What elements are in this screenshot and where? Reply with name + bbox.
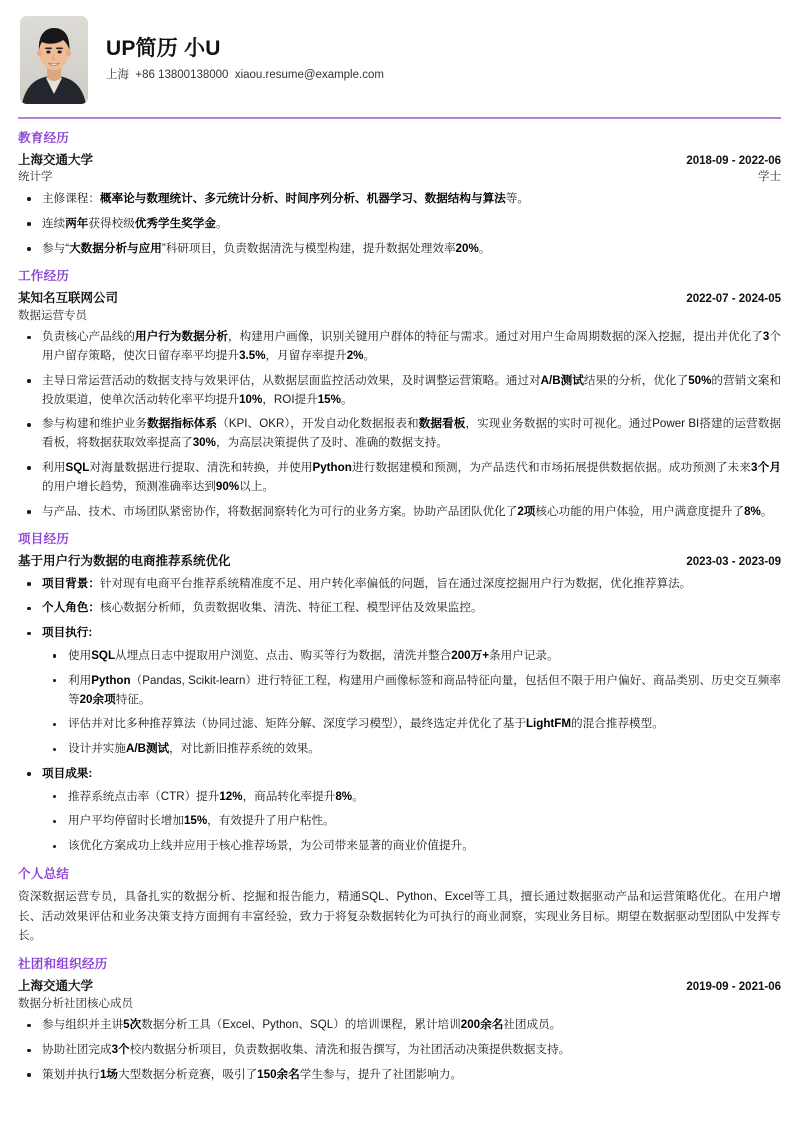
contact-line: 上海 +86 13800138000 xiaou.resume@example.com xyxy=(106,69,384,82)
section-title-education: 教育经历 xyxy=(18,131,70,145)
list-item: 利用SQL对海量数据进行提取、清洗和转换，并使用Python进行数据建模和预测，为产品迭代和市场拓展提供数据依据。成功预测了未来3个月的用户增长趋势，预测准确率达到90%以上。 xyxy=(18,459,781,497)
section-summary xyxy=(18,867,781,946)
section-title-work: 工作经历 xyxy=(18,269,70,284)
section-club xyxy=(18,957,781,1084)
list-item: 连续两年获得校级优秀学生奖学金。 xyxy=(18,215,781,234)
work-role: 数据运营专员 xyxy=(18,309,87,322)
education-org: 上海交通大学 xyxy=(18,152,94,167)
list-item: 主导日常运营活动的数据支持与效果评估，从数据层面监控活动效果，及时调整运营策略。通过对A/B测试结果的分析，优化了50%的营销文案和投放渠道，使单次活动转化率平均提升10%，ROI提升15%。 xyxy=(18,372,781,410)
section-title-project: 项目经历 xyxy=(18,532,70,547)
project-exec-label: 项目执行: 使用SQL从埋点日志中提取用户浏览、点击、购买等行为数据，清洗并整合200万+条用户记录。 利用Python（Pandas, Scikit-learn）进行特征工程，构建用户画像标签和商品特征向量，包括但不限于用户偏好、商品类别、历史交互频率等20余项特征。 评估并对比多种推荐算法（协同过滤、矩阵分解、深度学习模型），最终选定并优化了基于LightFM的混合推荐模型。 设计并实施A/B测试，对比新旧推荐系统的效果。 xyxy=(18,624,781,759)
club-role: 数据分析社团核心成员 xyxy=(18,997,133,1010)
list-item: 设计并实施A/B测试，对比新旧推荐系统的效果。 xyxy=(42,740,781,759)
list-item: 参与构建和维护业务数据指标体系（KPI、OKR），开发自动化数据报表和数据看板，实现业务数据的实时可视化。通过Power BI搭建的运营数据看板，将数据获取效率提高了30%，为高层决策提供了及时、准确的数据支持。 xyxy=(18,415,781,453)
resume-header xyxy=(18,14,781,114)
list-item: 项目背景：针对现有电商平台推荐系统精准度不足、用户转化率偏低的问题，旨在通过深度挖掘用户行为数据，优化推荐算法。 xyxy=(18,575,781,594)
work-entry-head xyxy=(18,289,781,308)
list-item: 参与“大数据分析与应用”科研项目，负责数据清洗与模型构建，提升数据处理效率20%。 xyxy=(18,240,781,259)
list-item: 评估并对比多种推荐算法（协同过滤、矩阵分解、深度学习模型），最终选定并优化了基于LightFM的混合推荐模型。 xyxy=(42,715,781,734)
list-item: 负责核心产品线的用户行为数据分析，构建用户画像，识别关键用户群体的特征与需求。通过对用户生命周期数据的深入挖掘，提出并优化了3个用户留存策略，使次日留存率平均提升3.5%，月留存率提升2%。 xyxy=(18,328,781,366)
section-title-club: 社团和组织经历 xyxy=(18,957,108,972)
list-item: 参与组织并主讲5次数据分析工具（Excel、Python、SQL）的培训课程，累计培训200余名社团成员。 xyxy=(18,1016,781,1035)
work-date: 2022-07 - 2024-05 xyxy=(686,292,781,305)
club-entry-head xyxy=(18,977,781,996)
project-exec-list xyxy=(42,647,781,759)
project-entry-head xyxy=(18,552,781,571)
education-date: 2018-09 - 2022-06 xyxy=(686,154,781,167)
work-sub-row xyxy=(18,308,781,325)
identity-block xyxy=(106,37,384,83)
avatar xyxy=(20,16,88,104)
list-item: 策划并执行1场大型数据分析竞赛，吸引了150余名学生参与，提升了社团影响力。 xyxy=(18,1066,781,1085)
section-project xyxy=(18,532,781,856)
summary-text: 资深数据运营专员，具备扎实的数据分析、挖掘和报告能力，精通SQL、Python、Excel等工具，擅长通过数据驱动产品和运营策略优化。在用户增长、活动效果评估和业务决策支持方面拥有丰富经验，致力于将复杂数据转化为可执行的商业洞察，实现业务目标。期望在数据驱动型团队中发挥专长。 xyxy=(18,889,781,943)
club-bullet-list xyxy=(18,1016,781,1084)
education-degree: 学士 xyxy=(758,171,781,184)
header-divider xyxy=(18,117,781,119)
list-item: 主修课程：概率论与数理统计、多元统计分析、时间序列分析、机器学习、数据结构与算法等。 xyxy=(18,190,781,209)
education-entry-head xyxy=(18,151,781,170)
list-item: 与产品、技术、市场团队紧密协作，将数据洞察转化为可行的业务方案。协助产品团队优化了2项核心功能的用户体验，用户满意度提升了8%。 xyxy=(18,503,781,522)
work-company: 某知名互联网公司 xyxy=(18,290,119,305)
education-sub-row xyxy=(18,169,781,186)
project-bullet-list xyxy=(18,575,781,856)
page-title: UP简历 小U xyxy=(106,37,221,61)
project-name: 基于用户行为数据的电商推荐系统优化 xyxy=(18,553,231,568)
education-bullet-list xyxy=(18,190,781,258)
list-item: 使用SQL从埋点日志中提取用户浏览、点击、购买等行为数据，清洗并整合200万+条用户记录。 xyxy=(42,647,781,666)
list-item: 个人角色：核心数据分析师，负责数据收集、清洗、特征工程、模型评估及效果监控。 xyxy=(18,599,781,618)
section-title-summary: 个人总结 xyxy=(18,866,70,881)
list-item: 利用Python（Pandas, Scikit-learn）进行特征工程，构建用户画像标签和商品特征向量，包括但不限于用户偏好、商品类别、历史交互频率等20余项特征。 xyxy=(42,672,781,710)
list-item: 该优化方案成功上线并应用于核心推荐场景，为公司带来显著的商业价值提升。 xyxy=(42,837,781,856)
section-work xyxy=(18,269,781,521)
project-result-label: 项目成果: 推荐系统点击率（CTR）提升12%，商品转化率提升8%。 用户平均停留时长增加15%，有效提升了用户粘性。 该优化方案成功上线并应用于核心推荐场景，为公司带来显著的商业价值提升。 xyxy=(18,765,781,856)
club-sub-row xyxy=(18,996,781,1013)
list-item: 协助社团完成3个校内数据分析项目，负责数据收集、清洗和报告撰写，为社团活动决策提供数据支持。 xyxy=(18,1041,781,1060)
education-major: 统计学 xyxy=(18,171,53,184)
section-education xyxy=(18,131,781,258)
club-org: 上海交通大学 xyxy=(18,979,94,994)
list-item: 推荐系统点击率（CTR）提升12%，商品转化率提升8%。 xyxy=(42,788,781,807)
project-result-list xyxy=(42,788,781,856)
club-date: 2019-09 - 2021-06 xyxy=(686,981,781,994)
list-item: 用户平均停留时长增加15%，有效提升了用户粘性。 xyxy=(42,812,781,831)
work-bullet-list xyxy=(18,328,781,521)
project-date: 2023-03 - 2023-09 xyxy=(686,555,781,568)
